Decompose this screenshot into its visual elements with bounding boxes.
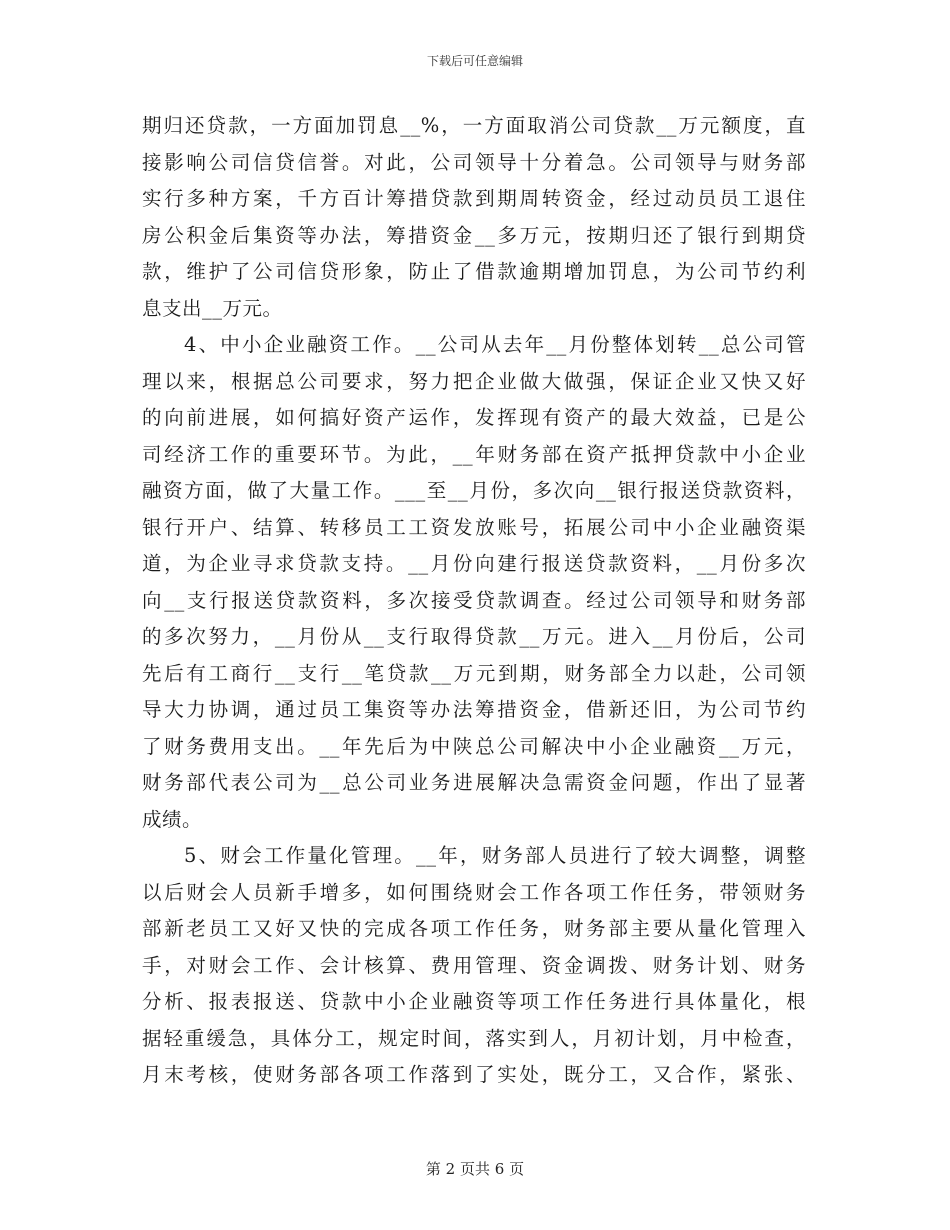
text-line: 了财务费用支出。__年先后为中陕总公司解决中小企业融资__万元， <box>142 734 806 758</box>
text-line: 款，维护了公司信贷形象，防止了借款逾期增加罚息，为公司节约利 <box>142 260 806 283</box>
text-line: 向__支行报送贷款资料，多次接受贷款调查。经过公司领导和财务部 <box>142 588 806 612</box>
text-line: 息支出__万元。 <box>142 296 283 320</box>
text-line: 手，对财会工作、会计核算、费用管理、资金调拨、财务计划、财务 <box>142 953 806 977</box>
text-line: 道，为企业寻求贷款支持。__月份向建行报送贷款资料，__月份多次 <box>142 552 806 575</box>
text-line: 月末考核，使财务部各项工作落到了实处，既分工，又合作，紧张、 <box>142 1063 806 1086</box>
text-line: 房公积金后集资等办法，筹措资金__多万元，按期归还了银行到期贷 <box>142 223 806 247</box>
text-line: 期归还贷款，一方面加罚息__%，一方面取消公司贷款__万元额度，直 <box>142 114 806 137</box>
text-line: 财务部代表公司为__总公司业务进展解决急需资金问题，作出了显著 <box>142 771 806 794</box>
text-line: 部新老员工又好又快的完成各项工作任务，财务部主要从量化管理入 <box>142 917 806 940</box>
text-line: 实行多种方案，千方百计筹措贷款到期周转资金，经过动员员工退住 <box>142 187 806 210</box>
text-line: 银行开户、结算、转移员工工资发放账号，拓展公司中小企业融资渠 <box>142 515 806 539</box>
text-line: 据轻重缓急，具体分工，规定时间，落实到人，月初计划，月中检查， <box>142 1026 806 1050</box>
text-line: 分析、报表报送、贷款中小企业融资等项工作任务进行具体量化，根 <box>142 990 806 1013</box>
text-line: 融资方面，做了大量工作。___至__月份，多次向__银行报送贷款资料， <box>142 479 806 502</box>
page-number: 第 2 页共 6 页 <box>425 1160 525 1178</box>
text-line: 的向前进展，如何搞好资产运作，发挥现有资产的最大效益，已是公 <box>142 406 806 429</box>
text-line: 以后财会人员新手增多，如何围绕财会工作各项工作任务，带领财务 <box>142 880 806 904</box>
text-line: 导大力协调，通过员工集资等办法筹措资金，借新还旧，为公司节约 <box>142 698 806 721</box>
text-line: 4、中小企业融资工作。__公司从去年__月份整体划转__总公司管 <box>184 333 806 356</box>
text-line: 理以来，根据总公司要求，努力把企业做大做强，保证企业又快又好 <box>142 369 806 393</box>
text-line: 接影响公司信贷信誉。对此，公司领导十分着急。公司领导与财务部 <box>142 150 806 174</box>
text-line: 的多次努力，__月份从__支行取得贷款__万元。进入__月份后，公司 <box>142 625 806 648</box>
document-body <box>142 108 806 1094</box>
page-header-note: 下载后可任意编辑 <box>426 54 523 68</box>
text-line: 先后有工商行__支行__笔贷款__万元到期，财务部全力以赴，公司领 <box>142 661 806 685</box>
text-line: 司经济工作的重要环节。为此，__年财务部在资产抵押贷款中小企业 <box>142 442 806 466</box>
text-line: 5、财会工作量化管理。__年，财务部人员进行了较大调整，调整 <box>184 844 806 867</box>
text-line: 成绩。 <box>142 807 203 831</box>
